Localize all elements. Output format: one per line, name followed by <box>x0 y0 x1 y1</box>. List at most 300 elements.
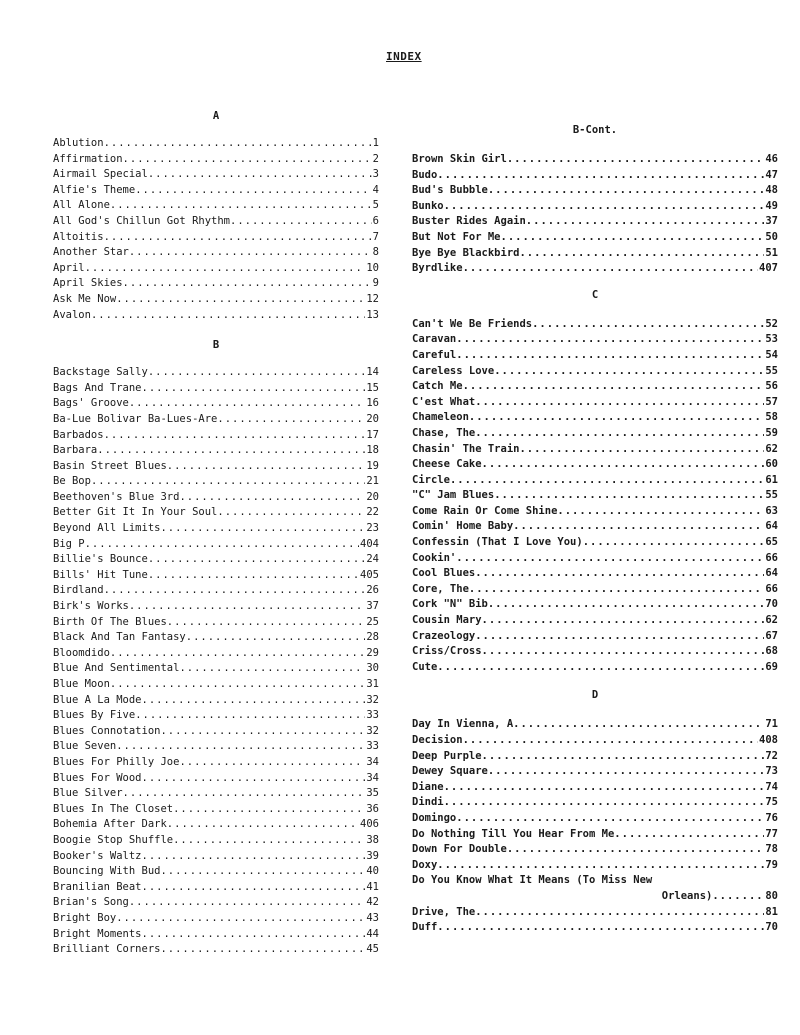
entry-page: 21 <box>366 475 379 488</box>
index-entry <box>53 365 379 381</box>
entry-page: 3 <box>372 168 379 181</box>
dot-leader <box>488 597 764 613</box>
index-entry <box>412 168 778 184</box>
entry-title: Can't We Be Friends <box>412 317 533 330</box>
entry-page: 23 <box>366 522 379 535</box>
entry-page: 75 <box>765 796 778 809</box>
entry-page: 66 <box>765 551 778 564</box>
entry-title: Blue Moon <box>53 678 110 690</box>
entry-title: Blue And Sentimental <box>53 662 180 675</box>
entry-page: 42 <box>366 896 379 909</box>
entry-page: 41 <box>366 880 379 893</box>
index-entry <box>53 308 379 324</box>
entry-title: Diane <box>412 780 444 793</box>
entry-page: 55 <box>765 364 778 377</box>
index-entry <box>412 660 778 676</box>
dot-leader <box>501 230 765 246</box>
entry-title: Bouncing With Bud <box>53 865 161 878</box>
index-entry <box>53 583 379 599</box>
index-entry <box>53 755 379 771</box>
dot-leader <box>135 183 371 199</box>
entry-title: Chasin' The Train <box>412 442 520 455</box>
entry-page: 53 <box>765 333 778 346</box>
entry-page: 10 <box>366 261 379 274</box>
dot-leader <box>104 136 372 152</box>
entry-page: 34 <box>366 771 379 784</box>
entry-page: 33 <box>366 740 379 753</box>
entry-title: Blues By Five <box>53 709 136 722</box>
entry-page: 57 <box>765 395 778 408</box>
entry-page: 76 <box>765 811 778 824</box>
entry-list <box>53 365 379 958</box>
entry-title: Alfie's Theme <box>53 183 136 196</box>
entry-title: Caravan <box>412 333 457 346</box>
entry-title: Be Bop <box>53 475 91 488</box>
dot-leader <box>148 552 366 568</box>
entry-title: Booker's Waltz <box>53 849 142 862</box>
index-entry <box>412 795 778 811</box>
entry-page: 56 <box>765 380 778 393</box>
entry-page: 40 <box>366 865 379 878</box>
dot-leader <box>557 504 764 520</box>
entry-page: 24 <box>366 553 379 566</box>
entry-title: Backstage Sally <box>53 366 148 379</box>
entry-page: 33 <box>366 709 379 722</box>
entry-page: 72 <box>765 749 778 762</box>
dot-leader <box>444 780 765 796</box>
section-heading: D <box>591 689 599 702</box>
dot-leader <box>142 849 366 865</box>
entry-title: Do Nothing Till You Hear From Me <box>412 827 615 840</box>
entry-page: 405 <box>360 568 379 581</box>
entry-title: Birk's Works <box>53 600 129 613</box>
entry-page: 47 <box>765 168 778 181</box>
index-entry <box>53 381 379 397</box>
entry-page: 46 <box>765 153 778 165</box>
dot-leader <box>519 246 764 262</box>
dot-leader <box>513 519 764 535</box>
dot-leader <box>482 644 765 660</box>
index-entry <box>53 152 379 168</box>
dot-leader <box>167 459 366 475</box>
entry-page: 58 <box>765 411 778 424</box>
entry-list <box>412 317 778 676</box>
entry-title: Ablution <box>53 137 104 149</box>
index-entry <box>53 412 379 428</box>
index-entry <box>412 920 778 936</box>
dot-leader <box>456 348 764 364</box>
index-entry <box>412 410 778 426</box>
index-entry <box>412 842 778 858</box>
index-entry <box>412 749 778 765</box>
entry-page: 28 <box>366 631 379 644</box>
entry-title: Cool Blues <box>412 567 476 580</box>
index-entry <box>53 428 379 444</box>
entry-title: Beethoven's Blue 3rd <box>53 490 180 503</box>
dot-leader <box>142 927 366 943</box>
entry-title: Do You Know What It Means (To Miss New <box>412 874 653 887</box>
entry-title: But Not For Me <box>412 230 501 243</box>
page-title: INDEX <box>386 50 422 63</box>
index-entry <box>53 833 379 849</box>
entry-title: Affirmation <box>53 152 123 165</box>
entry-title: Byrdlike <box>412 262 463 275</box>
entry-title: Bye Bye Blackbird <box>412 246 520 259</box>
index-entry <box>53 505 379 521</box>
index-entry <box>53 849 379 865</box>
dot-leader <box>110 198 372 214</box>
entry-page: 9 <box>372 277 379 290</box>
entry-title: Doxy <box>412 858 438 871</box>
dot-leader <box>519 442 764 458</box>
entry-page: 17 <box>366 428 379 441</box>
dot-leader <box>526 214 765 230</box>
dot-leader <box>135 708 365 724</box>
dot-leader <box>463 379 765 395</box>
entry-page: 52 <box>765 317 778 330</box>
dot-leader <box>475 395 764 411</box>
entry-title: Dewey Square <box>412 765 488 778</box>
entry-title: Catch Me <box>412 380 463 393</box>
dot-leader <box>463 261 758 277</box>
entry-title: Bills' Hit Tune <box>53 568 148 581</box>
entry-page: 66 <box>765 582 778 595</box>
index-entry <box>53 708 379 724</box>
index-entry <box>53 911 379 927</box>
dot-leader <box>148 365 366 381</box>
dot-leader <box>91 474 365 490</box>
index-entry <box>412 379 778 395</box>
entry-page: 64 <box>765 567 778 580</box>
entry-page: 408 <box>759 734 778 746</box>
entry-page: 68 <box>765 645 778 658</box>
entry-page: 73 <box>765 765 778 778</box>
dot-leader <box>494 488 764 504</box>
index-entry <box>412 717 778 733</box>
index-entry <box>53 276 379 292</box>
index-entry <box>412 827 778 843</box>
entry-title: All Alone <box>53 199 110 212</box>
index-entry <box>412 230 778 246</box>
entry-title: Cheese Cake <box>412 458 482 471</box>
index-entry <box>53 167 379 183</box>
entry-page: 1 <box>372 137 379 149</box>
entry-page: 35 <box>366 787 379 800</box>
dot-leader <box>475 566 764 582</box>
entry-title: Altoitis <box>53 230 104 243</box>
entry-page: 25 <box>366 615 379 628</box>
index-entry <box>412 457 778 473</box>
entry-title: Bright Moments <box>53 927 142 940</box>
entry-title: Boogie Stop Shuffle <box>53 833 174 846</box>
entry-title: All God's Chillun Got Rhythm <box>53 214 231 227</box>
index-entry <box>412 214 778 230</box>
dot-leader <box>173 833 365 849</box>
dot-leader <box>129 396 365 412</box>
entry-page: 18 <box>366 444 379 457</box>
entry-title: Come Rain Or Come Shine <box>412 504 558 517</box>
index-entry <box>53 630 379 646</box>
dot-leader <box>230 214 372 230</box>
dot-leader <box>513 717 764 733</box>
entry-page: 4 <box>372 183 379 196</box>
entry-page: 407 <box>759 262 778 275</box>
dot-leader <box>123 276 372 292</box>
dot-leader <box>507 842 765 858</box>
index-section <box>53 337 379 958</box>
entry-title: Bunko <box>412 199 444 212</box>
dot-leader <box>160 942 365 958</box>
entry-page: 7 <box>372 230 379 243</box>
entry-page: 62 <box>765 442 778 455</box>
entry-title: Beyond All Limits <box>53 522 161 535</box>
index-entry <box>53 927 379 943</box>
dot-leader <box>186 630 366 646</box>
index-entry <box>412 317 778 333</box>
dot-leader <box>160 724 365 740</box>
entry-list <box>412 717 778 935</box>
entry-page: 78 <box>765 843 778 856</box>
index-entry <box>412 364 778 380</box>
entry-title: Blue Silver <box>53 787 123 800</box>
entry-page: 65 <box>765 536 778 549</box>
dot-leader <box>482 613 765 629</box>
entry-title: Circle <box>412 473 450 486</box>
dot-leader <box>437 168 764 184</box>
index-entry <box>53 661 379 677</box>
entry-page: 55 <box>765 489 778 502</box>
entry-page: 22 <box>366 506 379 519</box>
dot-leader <box>712 889 764 905</box>
index-entry <box>53 817 379 833</box>
entry-page: 71 <box>765 718 778 731</box>
dot-leader <box>475 905 764 921</box>
entry-page: 6 <box>372 214 379 227</box>
dot-leader <box>104 428 366 444</box>
index-entry <box>53 724 379 740</box>
entry-page: 14 <box>366 366 379 379</box>
left-column <box>53 108 379 958</box>
section-heading: B-Cont. <box>572 124 618 136</box>
dot-leader <box>437 920 764 936</box>
dot-leader <box>167 817 359 833</box>
entry-page: 36 <box>366 802 379 815</box>
entry-title: Dindi <box>412 796 444 809</box>
section-heading: A <box>212 110 220 122</box>
entry-page: 62 <box>765 614 778 627</box>
dot-leader <box>469 410 764 426</box>
entry-title: Another Star <box>53 246 129 259</box>
entry-page: 63 <box>765 504 778 517</box>
index-entry <box>53 942 379 958</box>
dot-leader <box>116 911 365 927</box>
index-entry <box>412 535 778 551</box>
entry-title: Chase, The <box>412 426 476 439</box>
entry-title: Blue A La Mode <box>53 693 142 706</box>
index-entry <box>53 568 379 584</box>
dot-leader <box>104 230 372 246</box>
entry-page: 34 <box>366 755 379 768</box>
dot-leader <box>456 551 764 567</box>
entry-page: 49 <box>765 199 778 212</box>
entry-page: 20 <box>366 412 379 425</box>
index-entry <box>412 519 778 535</box>
dot-leader <box>217 505 365 521</box>
entry-title: Budo <box>412 168 438 181</box>
entry-page: 404 <box>360 537 379 550</box>
dot-leader <box>444 199 765 215</box>
entry-title: Ba-Lue Bolivar Ba-Lues-Are <box>53 412 218 425</box>
entry-title: Brian's Song <box>53 896 129 909</box>
entry-title: Core, The <box>412 582 469 595</box>
entry-title: "C" Jam Blues <box>412 489 495 502</box>
index-entry <box>412 183 778 199</box>
entry-title: Bright Boy <box>53 911 117 924</box>
entry-title: Cousin Mary <box>412 614 482 627</box>
dot-leader <box>123 786 366 802</box>
entry-page: 13 <box>366 308 379 321</box>
section-heading: C <box>591 288 599 301</box>
index-entry <box>412 488 778 504</box>
dot-leader <box>129 245 372 261</box>
entry-page: 32 <box>366 724 379 737</box>
entry-title: Day In Vienna, A <box>412 718 514 731</box>
entry-page: 54 <box>765 348 778 361</box>
entry-page: 39 <box>366 849 379 862</box>
dot-leader <box>129 895 365 911</box>
dot-leader <box>142 381 366 397</box>
dot-leader <box>91 308 365 324</box>
section-heading: B <box>212 339 220 352</box>
entry-title: Crazeology <box>412 629 476 642</box>
entry-page: 2 <box>372 152 379 165</box>
index-entry <box>53 537 379 553</box>
entry-page: 29 <box>366 646 379 659</box>
dot-leader <box>437 858 764 874</box>
dot-leader <box>488 183 764 199</box>
entry-page: 37 <box>366 600 379 613</box>
index-entry <box>53 693 379 709</box>
index-entry <box>412 199 778 215</box>
index-entry <box>412 733 778 749</box>
dot-leader <box>123 152 372 168</box>
entry-title: Billie's Bounce <box>53 553 148 566</box>
entry-title: Barbados <box>53 428 104 441</box>
index-entry <box>53 880 379 896</box>
index-entry <box>53 198 379 214</box>
dot-leader <box>488 764 764 780</box>
index-entry <box>412 811 778 827</box>
entry-title: Bags And Trane <box>53 381 142 394</box>
entry-title: April <box>53 261 85 274</box>
entry-page: 59 <box>765 426 778 439</box>
dot-leader <box>532 317 764 333</box>
dot-leader <box>179 490 365 506</box>
entry-title: Chameleon <box>412 411 469 424</box>
index-entry <box>412 246 778 262</box>
entry-page: 32 <box>366 693 379 706</box>
dot-leader <box>110 646 365 662</box>
dot-leader <box>173 802 365 818</box>
entry-title: Cute <box>412 660 438 673</box>
dot-leader <box>129 599 365 615</box>
dot-leader <box>614 827 764 843</box>
dot-leader <box>507 152 765 168</box>
entry-title: Careless Love <box>412 364 495 377</box>
entry-page: 50 <box>765 230 778 243</box>
right-column <box>412 122 778 936</box>
dot-leader <box>482 457 765 473</box>
entry-title: Buster Rides Again <box>412 215 526 228</box>
index-entry <box>412 442 778 458</box>
entry-title: Cork "N" Bib <box>412 598 488 611</box>
entry-title: Avalon <box>53 308 91 321</box>
entry-page: 60 <box>765 458 778 471</box>
index-entry <box>412 873 778 904</box>
entry-title: Blue Seven <box>53 740 117 753</box>
entry-page: 12 <box>366 292 379 305</box>
entry-title: Duff <box>412 921 438 934</box>
dot-leader <box>85 537 359 553</box>
entry-title: Deep Purple <box>412 749 482 762</box>
index-entry <box>53 771 379 787</box>
index-entry <box>412 629 778 645</box>
index-entry <box>53 396 379 412</box>
entry-page: 51 <box>765 246 778 259</box>
dot-leader <box>104 583 366 599</box>
dot-leader <box>116 739 365 755</box>
index-entry <box>53 459 379 475</box>
index-entry <box>412 764 778 780</box>
dot-leader <box>217 412 365 428</box>
index-entry <box>412 582 778 598</box>
index-entry <box>53 615 379 631</box>
entry-list <box>53 136 379 323</box>
entry-page: 20 <box>366 490 379 503</box>
dot-leader <box>179 755 365 771</box>
entry-page: 44 <box>366 927 379 940</box>
index-entry <box>412 551 778 567</box>
dot-leader <box>160 864 365 880</box>
dot-leader <box>583 535 765 551</box>
dot-leader <box>160 521 365 537</box>
dot-leader <box>142 693 366 709</box>
dot-leader <box>179 661 365 677</box>
dot-leader <box>437 660 764 676</box>
entry-title: Brilliant Corners <box>53 943 161 956</box>
index-entry <box>53 214 379 230</box>
dot-leader <box>116 292 365 308</box>
dot-leader <box>494 364 764 380</box>
entry-page: 64 <box>765 520 778 533</box>
index-entry <box>53 136 379 152</box>
entry-title: Bohemia After Dark <box>53 818 167 831</box>
index-entry <box>412 152 778 168</box>
index-entry <box>53 292 379 308</box>
entry-page: 30 <box>366 662 379 675</box>
dot-leader <box>85 261 366 277</box>
index-entry <box>412 858 778 874</box>
entry-page: 8 <box>372 246 379 259</box>
dot-leader <box>469 582 764 598</box>
entry-page: 31 <box>366 678 379 690</box>
index-entry <box>412 426 778 442</box>
entry-title: Confessin (That I Love You) <box>412 536 583 549</box>
dot-leader <box>456 811 764 827</box>
index-entry <box>53 646 379 662</box>
entry-title: Big P <box>53 537 85 550</box>
entry-title: Airmail Special <box>53 168 148 181</box>
